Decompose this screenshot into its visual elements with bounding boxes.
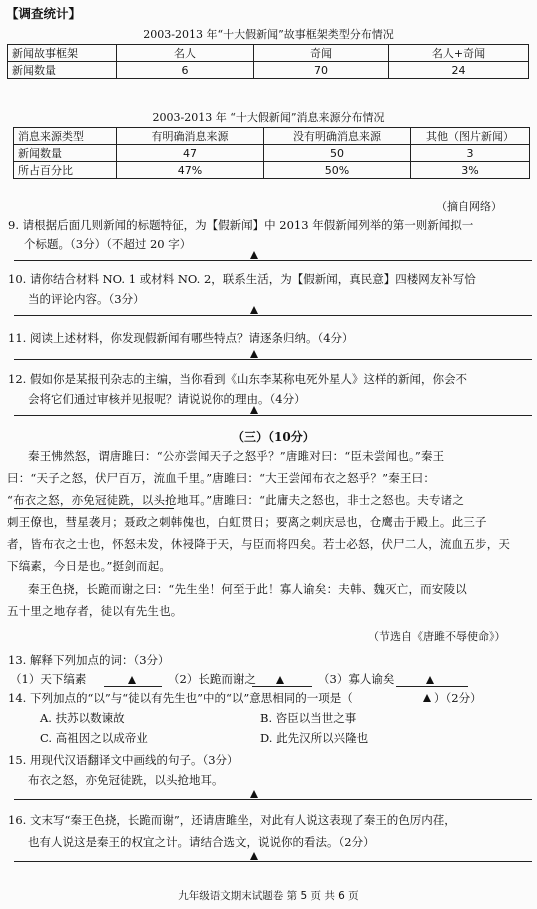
table1 [7,44,529,79]
q9-line2: 个标题。（3分）（不超过 20 字） [24,237,192,251]
table-cell: 70 [254,62,389,79]
table-cell: 新闻故事框架 [8,45,117,62]
table-cell: 没有明确消息来源 [264,128,411,145]
q12-line2: 会将它们通过审核并见报呢？请说说你的理由。（4分） [28,392,306,406]
table-cell: 有明确消息来源 [117,128,264,145]
q14-option-a[interactable]: A. 扶苏以数谏故 [40,711,125,725]
answer-line[interactable] [14,260,532,261]
table-cell: 所占百分比 [14,162,117,179]
answer-line[interactable] [14,861,532,862]
passage-source: （节选自《唐雎不辱使命》） [368,630,506,643]
table-cell: 奇闻 [254,45,389,62]
table-row [14,162,530,179]
q9-line1: 9. 请根据后面几则新闻的标题特征，为【假新闻】中 2013 年假新闻列举的第一则新闻拟一 [8,218,474,232]
passage-line: 曰：“天子之怒，伏尸百万，流血千里。”唐雎曰：“大王尝闻布衣之怒乎？”秦王曰： [7,471,436,485]
table-cell: 47 [117,145,264,162]
table-cell: 新闻数量 [14,145,117,162]
underline [14,508,174,509]
q12-line1: 12. 假如你是某报刊杂志的主编，当你看到《山东李某称电死外星人》这样的新闻，你会不 [8,372,467,386]
table-row [14,128,530,145]
table-row [14,145,530,162]
passage-line: 刺王僚也，彗星袭月；聂政之刺韩傀也，白虹贯日；要离之刺庆忌也，仓鹰击于殿上。此三子 [7,515,487,529]
passage-text: “布衣之怒，亦免冠徒跣，以头抢地耳。”唐雎曰：“此庸夫之怒也，非士之怒也。夫专诸之 [7,493,465,507]
table-cell: 名人+奇闻 [389,45,529,62]
q10-line2: 当的评论内容。（3分） [28,292,145,306]
answer-line[interactable] [14,799,532,800]
table-cell: 其他（图片新闻） [411,128,530,145]
answer-marker-icon [250,852,258,860]
table-row [8,45,529,62]
table-cell: 24 [389,62,529,79]
q13-item3: （3）寡人谕矣 [318,672,395,686]
answer-line[interactable] [14,315,532,316]
answer-blank[interactable] [104,686,162,687]
passage-line: 者，皆布衣之士也，怀怒未发，休祲降于天，与臣而将四矣。若士必怒，伏尸二人，流血五步，天 [7,537,511,551]
table-cell: 50% [264,162,411,179]
answer-marker-icon [128,676,136,684]
passage-line-underlined [7,492,464,508]
q11-line1: 11. 阅读上述材料，你发现假新闻有哪些特点？请逐条归纳。（4分） [8,331,354,345]
table2 [13,127,530,179]
table-row [8,62,529,79]
table2-title: 2003-2013 年 “十大假新闻”消息来源分布情况 [152,111,385,124]
answer-marker-icon [250,350,258,358]
table-cell: 3 [411,145,530,162]
answer-marker-icon [250,306,258,314]
q10-line1: 10. 请你结合材料 NO. 1 或材料 NO. 2，联系生活，为【假新闻，真民意】四楼网友补写恰 [8,272,476,286]
q14-line1-tail: ）（2分） [434,691,482,705]
table-cell: 消息来源类型 [14,128,117,145]
q14-option-d[interactable]: D. 此先汉所以兴隆也 [260,731,369,745]
q16-line2: 也有人说这是秦王的权宜之计。请结合选文，说说你的看法。（2分） [28,835,375,849]
answer-marker-icon [250,406,258,414]
table-cell: 3% [411,162,530,179]
answer-blank[interactable] [252,686,312,687]
section-tag: 【调查统计】 [6,6,82,21]
q14-option-b[interactable]: B. 咨臣以当世之事 [260,711,357,725]
page-footer: 九年级语文期末试题卷 第 5 页 共 6 页 [178,890,359,902]
answer-blank[interactable] [396,686,468,687]
passage-line: 下缟素，今日是也。”挺剑而起。 [7,559,172,573]
table2-source: （摘自网络） [436,200,502,213]
q14-line1: 14. 下列加点的“以”与“徒以有先生也”中的“以”意思相同的一项是（ [8,691,353,705]
q15-line1: 15. 用现代汉语翻译文中画线的句子。（3分） [8,753,239,767]
passage-line: 秦王色挠，长跪而谢之曰：“先生坐！何至于此！寡人谕矣：夫韩、魏灭亡，而安陵以 [28,582,467,596]
table-cell: 47% [117,162,264,179]
table-cell: 50 [264,145,411,162]
answer-marker-icon [423,694,431,702]
answer-line[interactable] [14,359,532,360]
q14-option-c[interactable]: C. 高祖因之以成帝业 [40,731,148,745]
answer-marker-icon [250,251,258,259]
q15-line2: 布衣之怒，亦免冠徒跣，以头抢地耳。 [28,773,224,787]
q13-item1: （1）天下缟素 [10,672,87,686]
part3-heading: （三）（10分） [232,430,315,444]
answer-line[interactable] [14,415,532,416]
answer-marker-icon [276,676,284,684]
passage-line: 秦王怫然怒，谓唐雎曰：“公亦尝闻天子之怒乎？”唐雎对曰：“臣未尝闻也。”秦王 [28,449,445,463]
answer-marker-icon [426,676,434,684]
passage-line: 五十里之地存者，徒以有先生也。 [7,604,183,618]
table-cell: 名人 [117,45,254,62]
q13-line1: 13. 解释下列加点的词：（3分） [8,653,170,667]
answer-marker-icon [250,790,258,798]
table-cell: 新闻数量 [8,62,117,79]
table-cell: 6 [117,62,254,79]
q16-line1: 16. 文末写“秦王色挠，长跪而谢”，还请唐雎坐，对此有人说这表现了秦王的色厉内荏， [8,813,456,827]
table1-title: 2003-2013 年“十大假新闻”故事框架类型分布情况 [143,28,394,41]
q13-item2: （2）长跪而谢之 [168,672,256,686]
